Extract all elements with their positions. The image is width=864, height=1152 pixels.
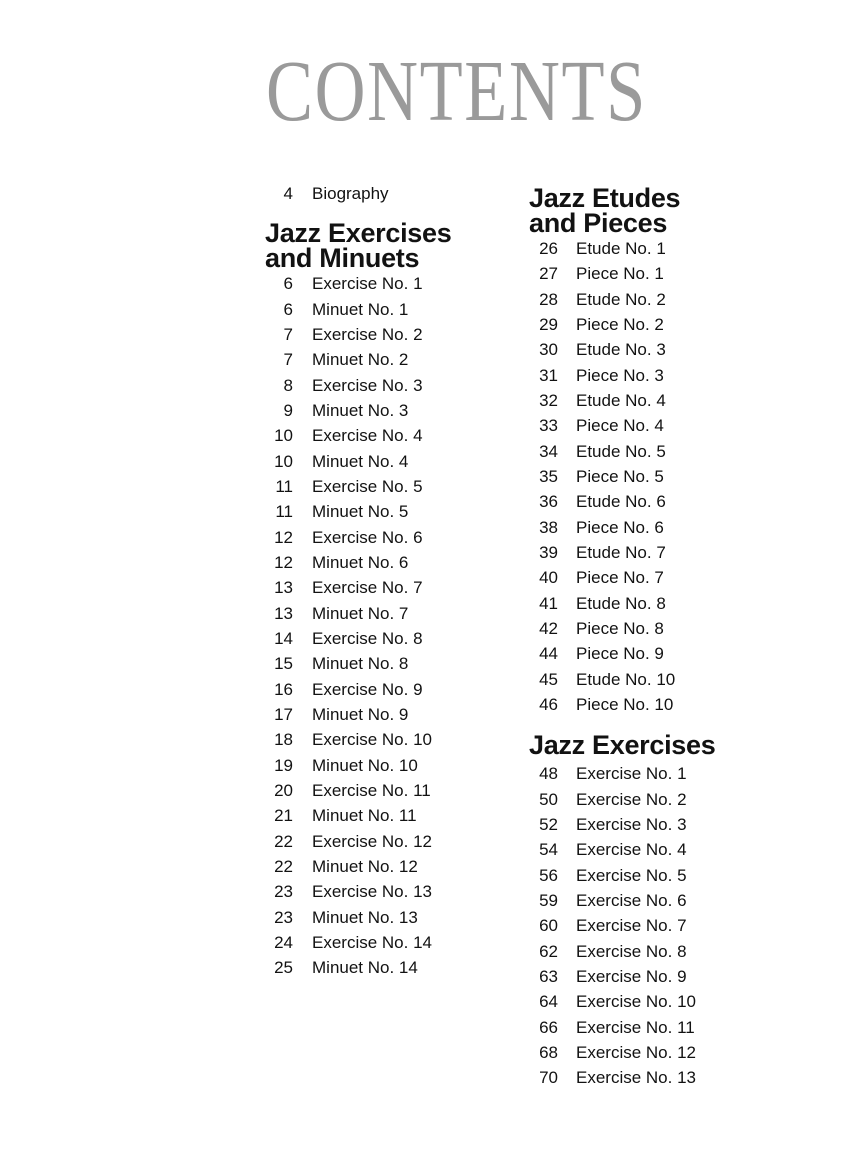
section-heading-line: Jazz Etudes (529, 183, 681, 213)
entry-title: Etude No. 6 (576, 492, 666, 512)
entry-title: Exercise No. 1 (312, 274, 423, 294)
section-heading-line: Jazz Exercises (529, 730, 716, 761)
toc-entry (265, 702, 515, 727)
entry-page-number: 34 (539, 441, 558, 461)
entry-page-number: 12 (274, 527, 293, 547)
toc-entry (265, 423, 515, 448)
entry-title: Exercise No. 13 (312, 882, 432, 902)
entry-page-number: 29 (539, 314, 558, 334)
entry-title: Exercise No. 2 (312, 324, 423, 344)
entry-page-number: 31 (539, 365, 558, 385)
entry-page-number: 50 (539, 789, 558, 809)
entry-page-number: 56 (539, 865, 558, 885)
entry-page-number: 21 (274, 806, 293, 826)
entry-page-number: 26 (539, 239, 558, 258)
section-jazz-exercises-and-minuets (265, 218, 515, 980)
entry-title: Etude No. 2 (576, 289, 666, 309)
entry-page-number: 16 (274, 679, 293, 699)
entry-page-number: 45 (539, 669, 558, 689)
entry-title: Exercise No. 1 (576, 764, 687, 784)
entry-page-number: 6 (283, 299, 293, 319)
entry-page-number: 14 (274, 628, 293, 648)
right-column (529, 183, 779, 1091)
entry-page-number: 23 (274, 882, 293, 902)
entry-page-number: 63 (539, 966, 558, 986)
entry-title: Biography (312, 184, 389, 203)
toc-entry (529, 388, 779, 413)
entry-title: Exercise No. 12 (576, 1042, 696, 1062)
toc-list (529, 761, 779, 1090)
entry-title: Exercise No. 12 (312, 831, 432, 851)
toc-entry (265, 347, 515, 372)
entry-title: Exercise No. 3 (576, 814, 687, 834)
entry-title: Etude No. 10 (576, 669, 676, 689)
entry-title: Piece No. 10 (576, 694, 674, 714)
toc-entry (529, 312, 779, 337)
entry-page-number: 24 (274, 932, 293, 952)
entry-title: Piece No. 9 (576, 644, 664, 664)
entry-title: Exercise No. 5 (576, 865, 687, 885)
entry-title: Piece No. 2 (576, 314, 664, 334)
toc-entry (529, 616, 779, 641)
entry-page-number: 54 (539, 840, 558, 860)
toc-entry (529, 812, 779, 837)
toc-entry (265, 322, 515, 347)
entry-title: Exercise No. 9 (312, 679, 423, 699)
section-jazz-exercises (529, 730, 779, 1090)
toc-entry (265, 398, 515, 423)
toc-entry (265, 499, 515, 524)
entry-title: Minuet No. 13 (312, 907, 418, 927)
entry-page-number: 13 (274, 603, 293, 623)
entry-page-number: 28 (539, 289, 558, 309)
entry-page-number: 59 (539, 890, 558, 910)
toc-entry (529, 261, 779, 286)
entry-page-number: 9 (283, 400, 293, 420)
toc-entry (265, 474, 515, 499)
entry-page-number: 7 (283, 350, 293, 370)
toc-entry (265, 879, 515, 904)
entry-title: Piece No. 7 (576, 568, 664, 588)
entry-page-number: 23 (274, 907, 293, 927)
toc-entry (265, 626, 515, 651)
entry-title: Exercise No. 7 (312, 578, 423, 598)
entry-page-number: 30 (539, 340, 558, 360)
entry-page-number: 22 (274, 856, 293, 876)
entry-page-number: 17 (274, 704, 293, 724)
toc-entry (529, 464, 779, 489)
entry-title: Etude No. 5 (576, 441, 666, 461)
entry-title: Minuet No. 11 (312, 806, 417, 826)
entry-title: Exercise No. 11 (576, 1017, 695, 1037)
toc-entry (529, 591, 779, 616)
toc-entry (529, 1015, 779, 1040)
entry-title: Minuet No. 10 (312, 755, 418, 775)
entry-page-number: 42 (539, 618, 558, 638)
entry-title: Piece No. 5 (576, 466, 664, 486)
entry-title: Etude No. 3 (576, 340, 666, 360)
entry-page-number: 11 (275, 502, 293, 522)
toc-entry (265, 753, 515, 778)
toc-entry (529, 964, 779, 989)
toc-entry (529, 761, 779, 786)
entry-page-number: 15 (274, 654, 293, 674)
entry-title: Minuet No. 8 (312, 654, 409, 674)
toc-entry (529, 287, 779, 312)
entry-page-number: 4 (283, 184, 293, 203)
entry-title: Piece No. 1 (576, 264, 664, 284)
toc-entry (529, 641, 779, 666)
entry-title: Exercise No. 11 (312, 780, 431, 800)
section-heading-line: and Minuets (265, 243, 420, 274)
toc-entry (529, 989, 779, 1014)
toc-entry (265, 651, 515, 676)
entry-title: Minuet No. 2 (312, 350, 409, 370)
entry-page-number: 48 (539, 764, 558, 784)
toc-entry (265, 955, 515, 980)
entry-title: Exercise No. 7 (576, 916, 687, 936)
toc-entry (265, 550, 515, 575)
section-heading-line: Jazz Exercises (265, 218, 452, 249)
toc-entry (529, 939, 779, 964)
toc-entry (529, 540, 779, 565)
entry-title: Exercise No. 2 (576, 789, 687, 809)
toc-entry (529, 787, 779, 812)
toc-entry (529, 1040, 779, 1065)
entry-title: Minuet No. 9 (312, 704, 409, 724)
page-title: CONTENTS (266, 42, 647, 139)
toc-entry (265, 803, 515, 828)
section-heading (529, 730, 779, 761)
entry-title: Minuet No. 14 (312, 958, 418, 978)
toc-entry (265, 829, 515, 854)
entry-title: Minuet No. 4 (312, 451, 409, 471)
entry-page-number: 35 (539, 466, 558, 486)
entry-title: Minuet No. 3 (312, 400, 409, 420)
toc-entry (529, 888, 779, 913)
entry-page-number: 62 (539, 941, 558, 961)
toc-entry (265, 575, 515, 600)
entry-page-number: 8 (283, 375, 293, 395)
entry-page-number: 20 (274, 780, 293, 800)
section-jazz-etudes-and-pieces (529, 183, 779, 717)
entry-page-number: 39 (539, 542, 558, 562)
entry-title: Minuet No. 5 (312, 502, 409, 522)
entry-page-number: 25 (274, 958, 293, 978)
entry-title: Etude No. 7 (576, 542, 666, 562)
toc-entry (265, 778, 515, 803)
entry-title: Minuet No. 1 (312, 299, 409, 319)
toc-entry (265, 181, 515, 206)
entry-page-number: 10 (274, 451, 293, 471)
entry-title: Piece No. 3 (576, 365, 664, 385)
toc-list (529, 236, 779, 717)
toc-entry (529, 515, 779, 540)
entry-page-number: 12 (274, 552, 293, 572)
entry-title: Piece No. 4 (576, 416, 664, 436)
toc-entry (265, 297, 515, 322)
entry-page-number: 38 (539, 517, 558, 537)
entry-page-number: 10 (274, 426, 293, 446)
toc-entry (529, 236, 779, 261)
entry-page-number: 64 (539, 992, 558, 1012)
entry-title: Exercise No. 8 (312, 628, 423, 648)
toc-entry (529, 667, 779, 692)
entry-page-number: 66 (539, 1017, 558, 1037)
entry-page-number: 44 (539, 644, 558, 664)
entry-title: Exercise No. 8 (576, 941, 687, 961)
entry-title: Exercise No. 6 (312, 527, 423, 547)
entry-page-number: 19 (274, 755, 293, 775)
toc-entry (265, 525, 515, 550)
entry-page-number: 36 (539, 492, 558, 512)
toc-entry (529, 913, 779, 938)
toc-entry (529, 489, 779, 514)
entry-title: Piece No. 6 (576, 517, 664, 537)
entry-page-number: 11 (275, 476, 293, 496)
toc-entry (265, 930, 515, 955)
entry-title: Exercise No. 4 (312, 426, 423, 446)
entry-page-number: 22 (274, 831, 293, 851)
toc-entry (529, 363, 779, 388)
front-matter-list (265, 181, 515, 206)
entry-page-number: 70 (539, 1068, 558, 1088)
toc-entry (529, 413, 779, 438)
entry-page-number: 27 (539, 264, 558, 284)
entry-title: Exercise No. 4 (576, 840, 687, 860)
toc-entry (529, 692, 779, 717)
toc-entry (529, 565, 779, 590)
entry-title: Exercise No. 6 (576, 890, 687, 910)
entry-title: Minuet No. 12 (312, 856, 418, 876)
entry-page-number: 33 (539, 416, 558, 436)
entry-title: Minuet No. 7 (312, 603, 409, 623)
toc-entry (265, 677, 515, 702)
toc-entry (265, 373, 515, 398)
entry-title: Exercise No. 3 (312, 375, 423, 395)
entry-page-number: 41 (539, 593, 558, 613)
toc-entry (529, 439, 779, 464)
toc-entry (265, 727, 515, 752)
entry-page-number: 32 (539, 390, 558, 410)
entry-page-number: 52 (539, 814, 558, 834)
toc-entry (265, 449, 515, 474)
entry-page-number: 40 (539, 568, 558, 588)
entry-title: Exercise No. 5 (312, 476, 423, 496)
toc-entry (265, 601, 515, 626)
entry-title: Etude No. 4 (576, 390, 666, 410)
entry-title: Etude No. 1 (576, 239, 666, 258)
entry-title: Exercise No. 13 (576, 1068, 696, 1088)
toc-entry (265, 271, 515, 296)
entry-page-number: 18 (274, 730, 293, 750)
entry-page-number: 7 (283, 324, 293, 344)
toc-entry (529, 1065, 779, 1090)
entry-title: Exercise No. 14 (312, 932, 432, 952)
left-column (265, 181, 515, 981)
section-heading-line: and Pieces (529, 208, 668, 238)
entry-title: Piece No. 8 (576, 618, 664, 638)
toc-entry (529, 837, 779, 862)
entry-page-number: 60 (539, 916, 558, 936)
entry-page-number: 68 (539, 1042, 558, 1062)
entry-title: Etude No. 8 (576, 593, 666, 613)
section-heading (265, 218, 515, 274)
entry-title: Exercise No. 10 (576, 992, 696, 1012)
entry-title: Exercise No. 9 (576, 966, 687, 986)
toc-entry (265, 905, 515, 930)
entry-title: Minuet No. 6 (312, 552, 409, 572)
entry-page-number: 6 (283, 274, 293, 294)
toc-entry (529, 337, 779, 362)
toc-entry (529, 863, 779, 888)
entry-page-number: 46 (539, 694, 558, 714)
toc-list (265, 271, 515, 980)
entry-title: Exercise No. 10 (312, 730, 432, 750)
entry-page-number: 13 (274, 578, 293, 598)
section-heading (529, 183, 779, 238)
toc-entry (265, 854, 515, 879)
